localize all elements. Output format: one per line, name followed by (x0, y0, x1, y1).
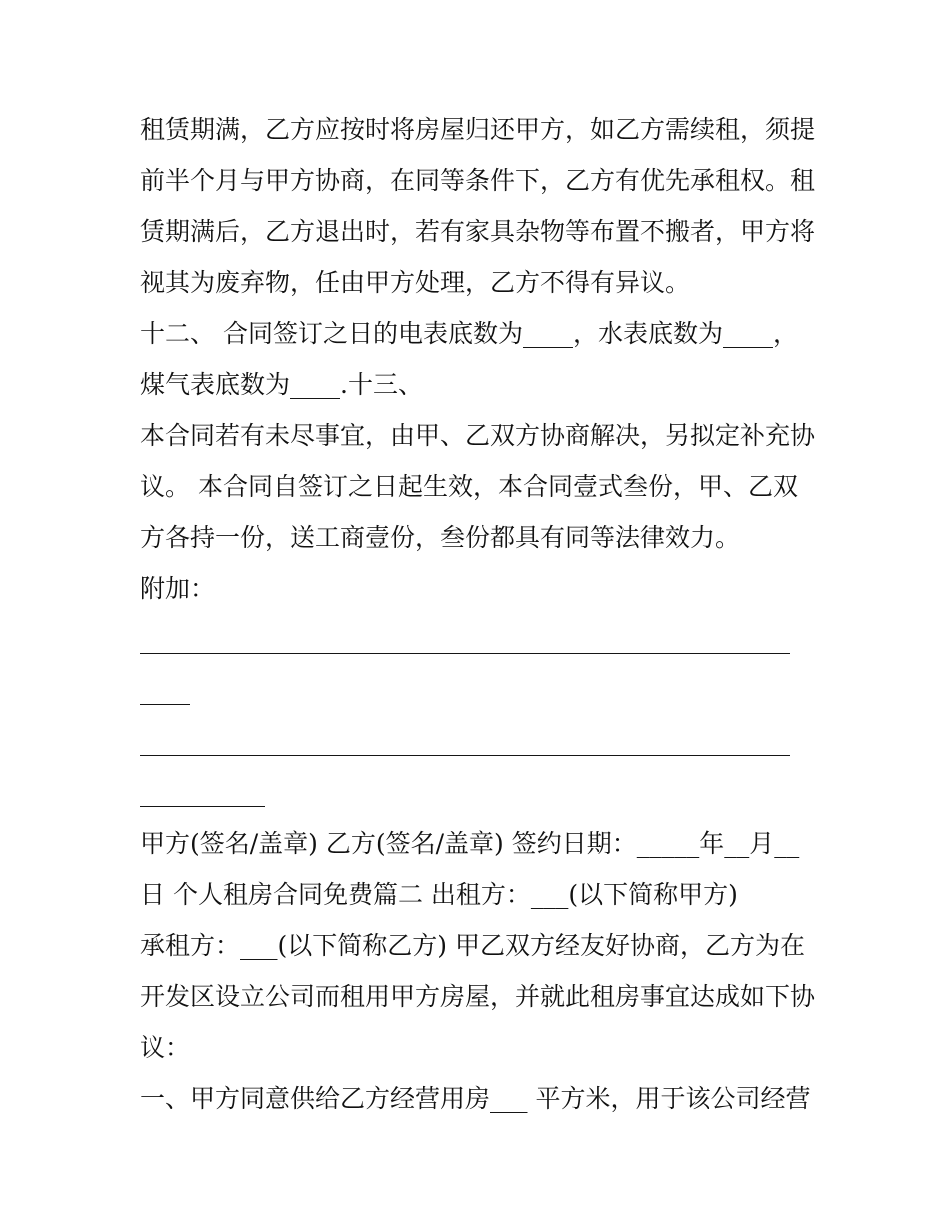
contract-two-line-1: 承租方：___(以下简称乙方) 甲乙双方经友好协商，乙方为在 (140, 931, 805, 960)
clause-13-line-3: 方各持一份，送工商壹份，叁份都具有同等法律效力。 (140, 523, 741, 552)
appendix-blank-1a: ____________________________________________________ (140, 625, 790, 654)
appendix-blank-2a: ____________________________________________________ (140, 727, 790, 756)
clause-12-line-1: 十二、 合同签订之日的电表底数为____，水表底数为____， (140, 319, 798, 348)
text-line-2: 前半个月与甲方协商，在同等条件下，乙方有优先承租权。租 (140, 166, 816, 195)
text-line-1: 租赁期满，乙方应按时将房屋归还甲方，如乙方需续租，须提 (140, 115, 816, 144)
appendix-blank-2b: __________ (140, 778, 265, 807)
contract-two-clause-1: 一、甲方同意供给乙方经营用房___ 平方米，用于该公司经营 (140, 1084, 811, 1113)
clause-13-line-1: 本合同若有未尽事宜，由甲、乙双方协商解决，另拟定补充协 (140, 421, 816, 450)
document-body (140, 104, 820, 1124)
contract-two-heading: 日 个人租房合同免费篇二 出租方：___(以下简称甲方) (140, 880, 738, 909)
appendix-blank-1b: ____ (140, 676, 190, 705)
clause-12-line-2: 煤气表底数为____.十三、 (140, 370, 423, 399)
appendix-label: 附加： (140, 574, 216, 603)
clause-13-line-2: 议。 本合同自签订之日起生效，本合同壹式叁份，甲、乙双 (140, 472, 798, 501)
text-line-4: 视其为废弃物，任由甲方处理，乙方不得有异议。 (140, 268, 691, 297)
text-line-3: 赁期满后，乙方退出时，若有家具杂物等布置不搬者，甲方将 (140, 217, 816, 246)
contract-two-line-3: 议： (140, 1033, 191, 1062)
signature-line: 甲方(签名/盖章) 乙方(签名/盖章) 签约日期：_____年__月__ (140, 829, 800, 858)
contract-two-line-2: 开发区设立公司而租用甲方房屋，并就此租房事宜达成如下协 (140, 982, 816, 1011)
